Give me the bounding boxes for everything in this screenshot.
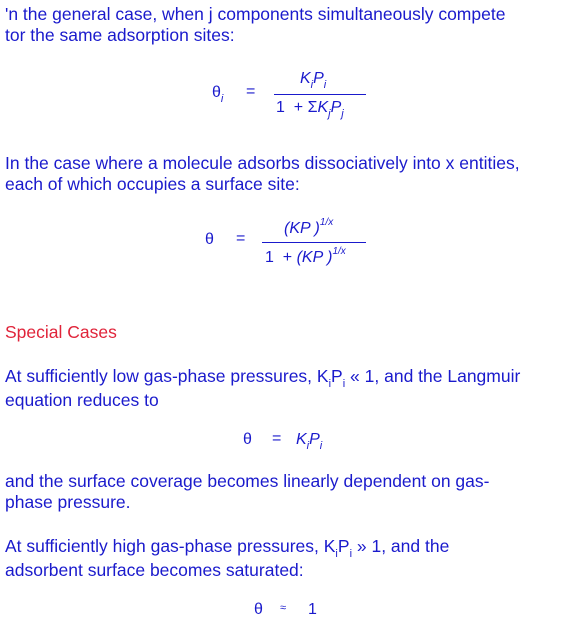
eq3-rhs: $K_iP_i$ [296,431,323,452]
eq1-equals: = [246,83,256,100]
low-pressure-paragraph [5,366,565,411]
linear-line-2: phase pressure. [5,492,131,512]
intro-paragraph [5,4,565,46]
dissociative-line-2: each of which occupies a surface site: [5,174,300,194]
eq2-lhs: θ [205,231,214,248]
high-pressure-line-1: At sufficiently high gas-phase pressures, $K_iP_i$ » 1, and the [5,536,450,560]
high-pressure-line-2: adsorbent surface becomes saturated: [5,560,304,580]
eq2-numerator: (KP )$^{1/x}$ [284,217,334,237]
eq2-fraction-bar [262,242,366,243]
high-pressure-paragraph [5,536,565,581]
dissociative-line-1: In the case where a molecule adsorbs dissociatively into x entities, [5,153,520,173]
eq1-numerator: $K_iP_i$ [300,70,327,91]
intro-line-2: tor the same adsorption sites: [5,25,235,45]
linear-line-1: and the surface coverage becomes linearly dependent on gas- [5,471,490,491]
eq2-equals: = [236,230,246,247]
eq3-lhs: θ [243,431,252,448]
special-cases-heading: Special Cases [5,322,117,342]
intro-line-1: 'n the general case, when j components simultaneously compete [5,4,506,24]
eq1-lhs: $\theta_i$ [212,84,224,105]
eq2-denominator: 1 + (KP )$^{1/x}$ [265,246,346,266]
low-pressure-line-2: equation reduces to [5,390,159,410]
eq4-lhs: θ [254,601,263,618]
eq1-denominator: $1 + \Sigma K_jP_j$ [276,99,344,120]
eq1-fraction-bar [274,94,366,95]
linear-paragraph [5,471,565,513]
eq3-equals: = [272,430,282,447]
eq4-approx: ≈ [280,602,287,614]
dissociative-paragraph [5,153,565,195]
eq4-rhs: 1 [308,601,317,618]
low-pressure-line-1: At sufficiently low gas-phase pressures, $K_iP_i$ « 1, and the Langmuir [5,366,521,390]
